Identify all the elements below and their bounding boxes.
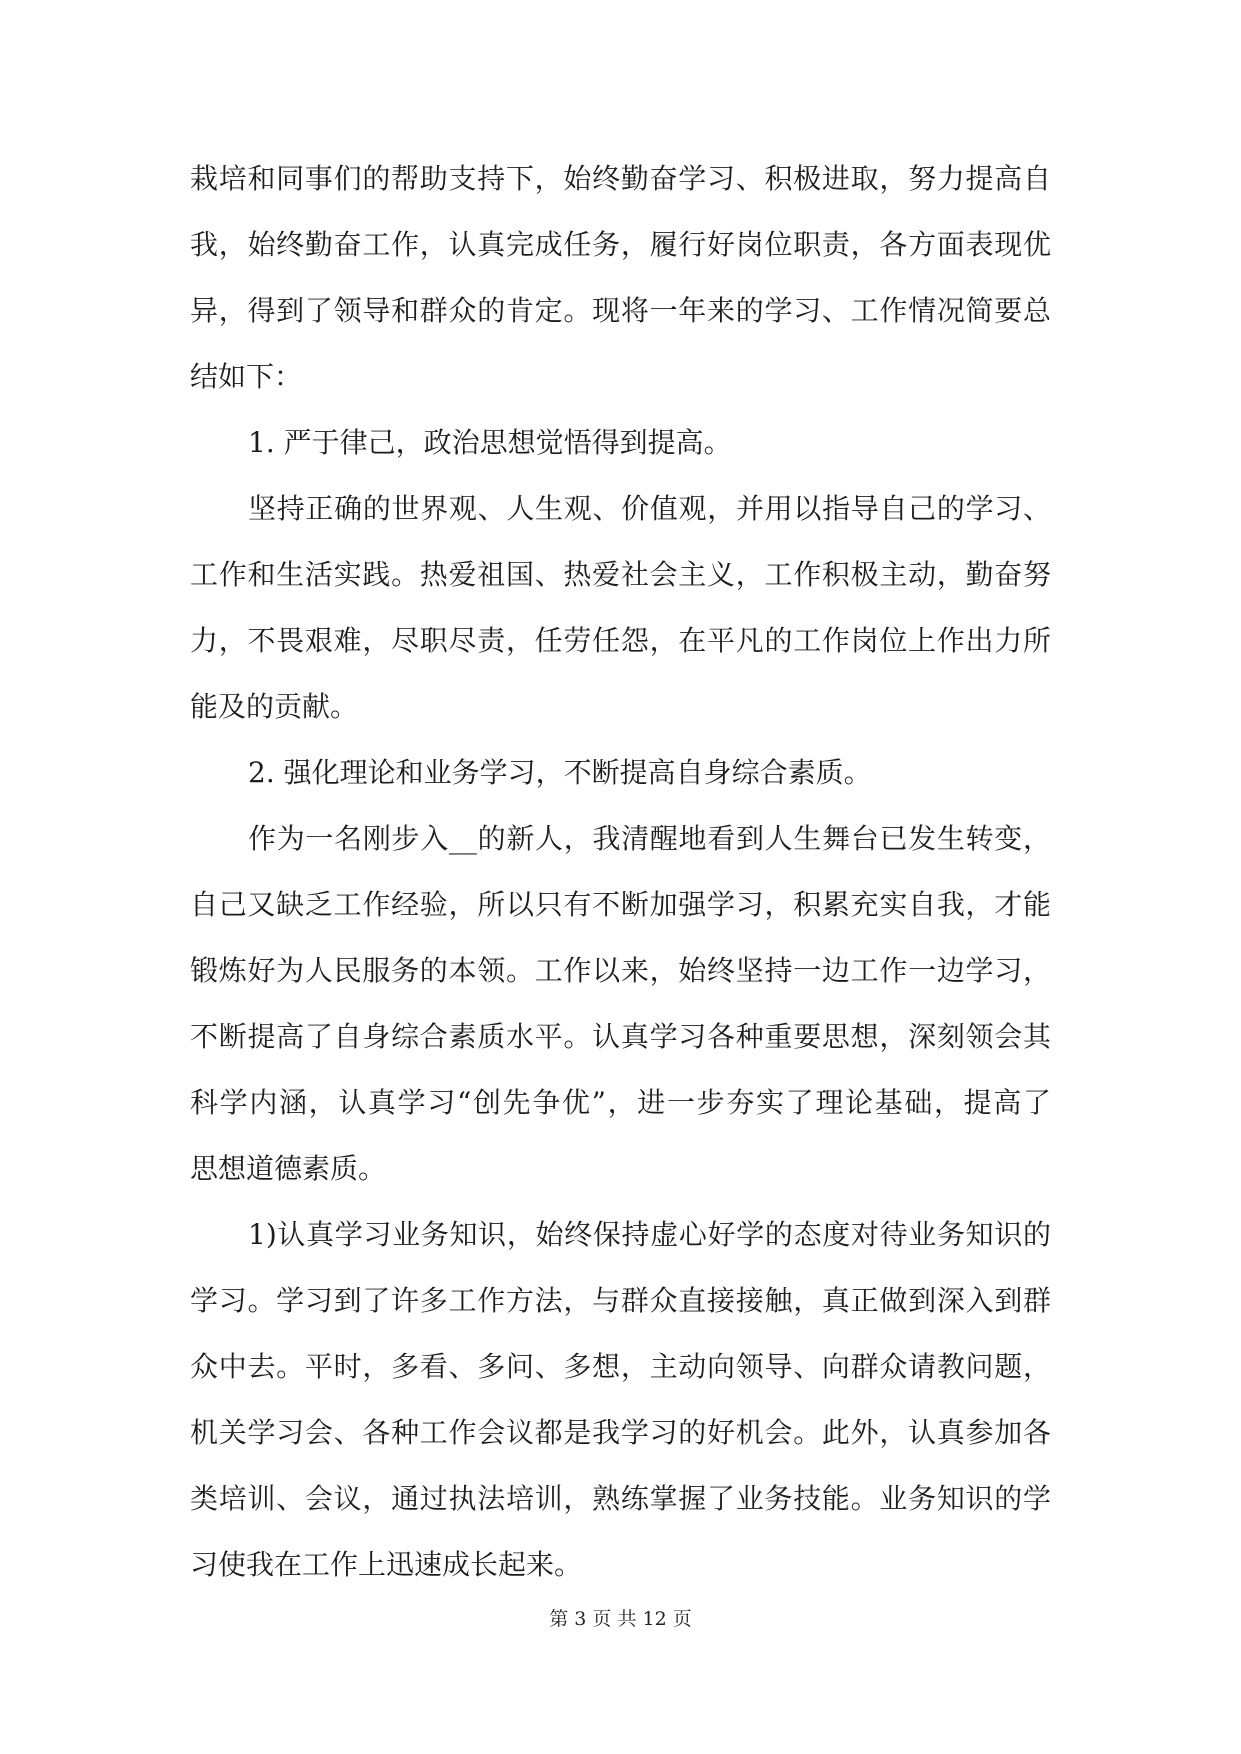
text-line: 异，得到了领导和群众的肯定。现将一年来的学习、工作情况简要总 [190, 294, 1051, 327]
text-line: 我，始终勤奋工作，认真完成任务，履行好岗位职责，各方面表现优 [190, 228, 1051, 261]
text-line: 不断提高了自身综合素质水平。认真学习各种重要思想，深刻领会其 [190, 1020, 1051, 1053]
text-line: 思想道德素质。 [190, 1152, 387, 1185]
paragraph-subsection-1 [190, 1202, 1051, 1598]
text-line: 1)认真学习业务知识，始终保持虚心好学的态度对待业务知识的 [248, 1218, 1051, 1251]
section-heading-2 [190, 740, 1051, 806]
text-line: 结如下： [190, 360, 303, 393]
heading-line: 2. 强化理论和业务学习，不断提高自身综合素质。 [248, 756, 872, 789]
heading-line: 1. 严于律己，政治思想觉悟得到提高。 [248, 426, 732, 459]
paragraph-section-2 [190, 806, 1051, 1202]
text-line: 科学内涵，认真学习“创先争优”，进一步夯实了理论基础，提高了 [190, 1086, 1051, 1119]
text-line: 能及的贡献。 [190, 690, 359, 723]
text-line: 类培训、会议，通过执法培训，熟练掌握了业务技能。业务知识的学 [190, 1482, 1051, 1515]
text-line: 自己又缺乏工作经验，所以只有不断加强学习，积累充实自我，才能 [190, 888, 1051, 921]
paragraph-section-1 [190, 476, 1051, 740]
text-line: 习使我在工作上迅速成长起来。 [190, 1548, 583, 1581]
text-line: 栽培和同事们的帮助支持下，始终勤奋学习、积极进取，努力提高自 [190, 162, 1051, 195]
text-line: 众中去。平时，多看、多问、多想，主动向领导、向群众请教问题， [190, 1350, 1051, 1383]
document-body [190, 146, 1051, 1598]
paragraph-intro [190, 146, 1051, 410]
text-line: 学习。学习到了许多工作方法，与群众直接接触，真正做到深入到群 [190, 1284, 1051, 1317]
text-line: 锻炼好为人民服务的本领。工作以来，始终坚持一边工作一边学习， [190, 954, 1051, 987]
page-footer: 第 3 页 共 12 页 [549, 1608, 692, 1630]
text-line: 工作和生活实践。热爱祖国、热爱社会主义，工作积极主动，勤奋努 [190, 558, 1051, 591]
section-heading-1 [190, 410, 1051, 476]
text-line: 作为一名刚步入__的新人，我清醒地看到人生舞台已发生转变， [248, 822, 1051, 855]
text-line: 坚持正确的世界观、人生观、价值观，并用以指导自己的学习、 [248, 492, 1051, 525]
text-line: 力，不畏艰难，尽职尽责，任劳任怨，在平凡的工作岗位上作出力所 [190, 624, 1051, 657]
text-line: 机关学习会、各种工作会议都是我学习的好机会。此外，认真参加各 [190, 1416, 1051, 1449]
